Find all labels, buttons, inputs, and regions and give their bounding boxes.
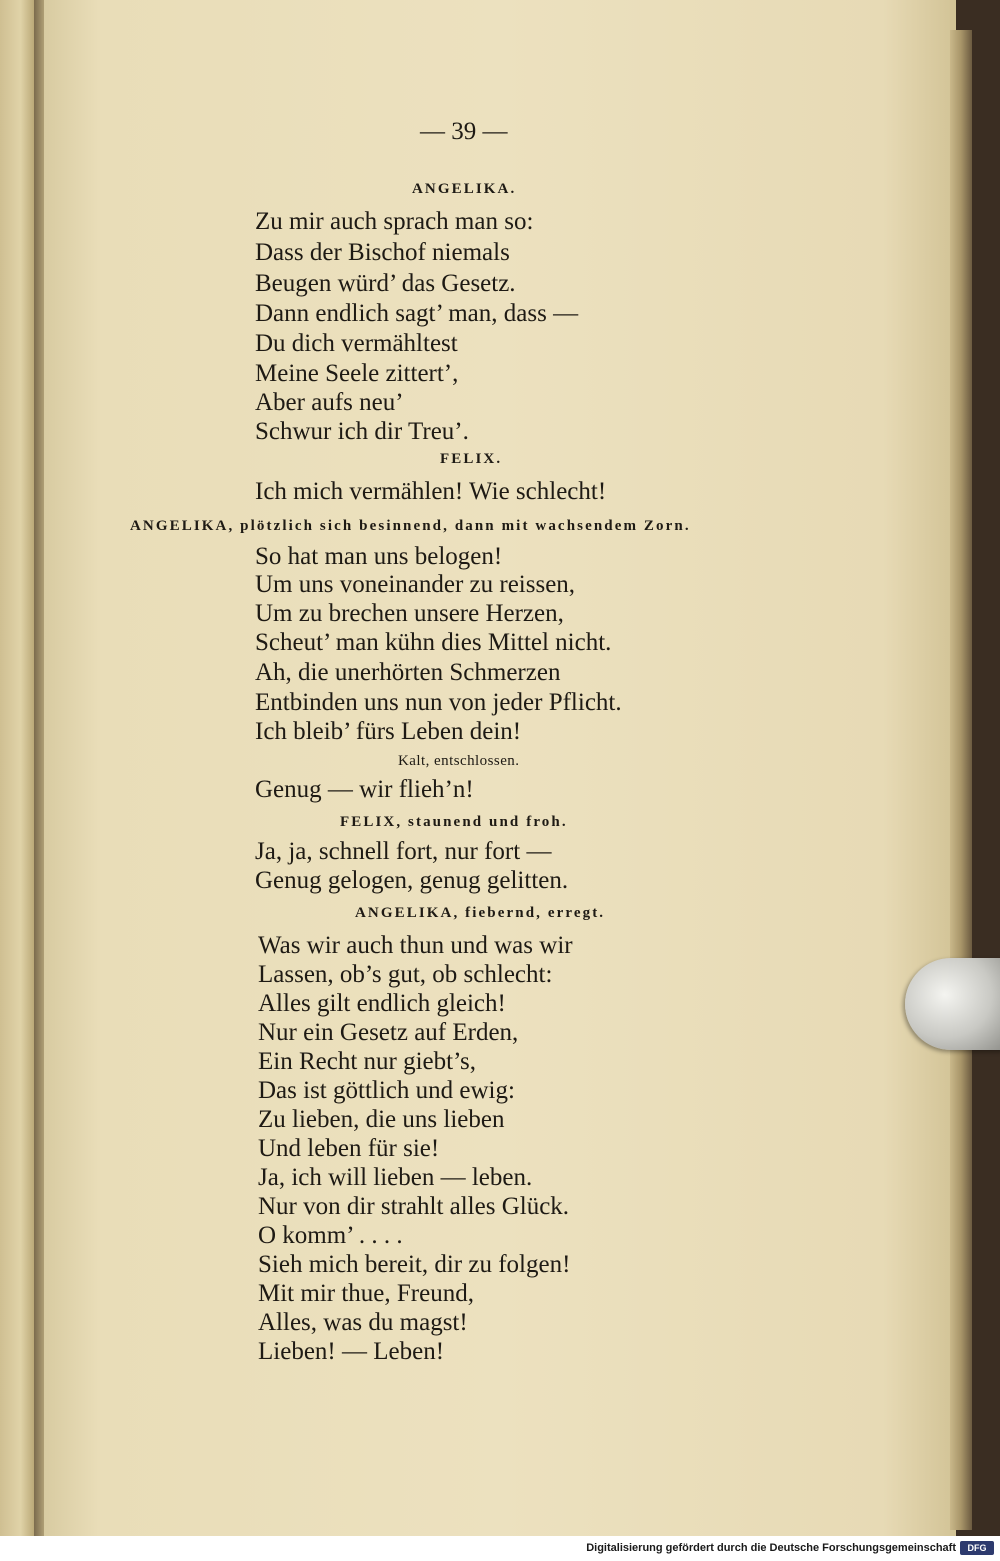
stage-direction: Kalt, entschlossen. (398, 753, 520, 769)
verse-line: Entbinden uns nun von jeder Pflicht. (255, 689, 622, 716)
verse-line: Lassen, ob’s gut, ob schlecht: (258, 961, 553, 988)
verse-line: Genug gelogen, genug gelitten. (255, 867, 569, 894)
verse-line: Dass der Bischof niemals (255, 239, 510, 266)
speaker-felix: FELIX. (440, 451, 503, 467)
verse-line: Ja, ja, schnell fort, nur fort — (255, 838, 552, 865)
verse-line: Ah, die unerhörten Schmerzen (255, 659, 561, 686)
verse-line: Scheut’ man kühn dies Mittel nicht. (255, 629, 612, 656)
verse-line: Um uns voneinander zu reissen, (255, 571, 576, 598)
verse-line: Ich bleib’ fürs Leben dein! (255, 718, 522, 745)
verse-line: Ich mich vermählen! Wie schlecht! (255, 478, 607, 505)
verse-line: Das ist göttlich und ewig: (258, 1077, 515, 1104)
page-clip-holder (905, 958, 1000, 1050)
footer-bar (0, 1536, 1000, 1561)
verse-line: Ein Recht nur giebt’s, (258, 1048, 477, 1075)
verse-line: Du dich vermähltest (255, 330, 458, 357)
verse-line: Alles gilt endlich gleich! (258, 990, 506, 1017)
verse-line: Nur ein Gesetz auf Erden, (258, 1019, 519, 1046)
verse-line: Aber aufs neu’ (255, 389, 404, 416)
verse-line: Alles, was du magst! (258, 1309, 468, 1336)
verse-line: Zu lieben, die uns lieben (258, 1106, 505, 1133)
verse-line: Meine Seele zittert’, (255, 360, 459, 387)
verse-line: Um zu brechen unsere Herzen, (255, 600, 564, 627)
verse-line: Genug — wir flieh’n! (255, 776, 474, 803)
footer-funding-text: Digitalisierung gefördert durch die Deutsche Forschungsgemeinschaft (586, 1542, 956, 1554)
verse-line: Zu mir auch sprach man so: (255, 208, 534, 235)
dfg-logo-icon: DFG (960, 1541, 994, 1555)
speaker-felix-with-direction: FELIX, staunend und froh. (340, 814, 568, 830)
verse-line: So hat man uns belogen! (255, 543, 503, 570)
verse-line: Schwur ich dir Treu’. (255, 418, 469, 445)
verse-line: Sieh mich bereit, dir zu folgen! (258, 1251, 571, 1278)
verse-line: Nur von dir strahlt alles Glück. (258, 1193, 570, 1220)
verse-line: Beugen würd’ das Gesetz. (255, 270, 516, 297)
page-number: — 39 — (420, 118, 508, 145)
verse-line: Lieben! — Leben! (258, 1338, 445, 1365)
verse-line: Was wir auch thun und was wir (258, 932, 573, 959)
speaker-angelika-with-direction: ANGELIKA, plötzlich sich besinnend, dann mit wachsendem Zorn. (130, 518, 691, 534)
speaker-angelika-with-direction: ANGELIKA, fiebernd, erregt. (355, 905, 606, 921)
speaker-angelika: ANGELIKA. (412, 181, 517, 197)
verse-line: O komm’ . . . . (258, 1222, 403, 1249)
verse-line: Mit mir thue, Freund, (258, 1280, 474, 1307)
verse-line: Ja, ich will lieben — leben. (258, 1164, 533, 1191)
verse-line: Und leben für sie! (258, 1135, 440, 1162)
verse-line: Dann endlich sagt’ man, dass — (255, 300, 579, 327)
